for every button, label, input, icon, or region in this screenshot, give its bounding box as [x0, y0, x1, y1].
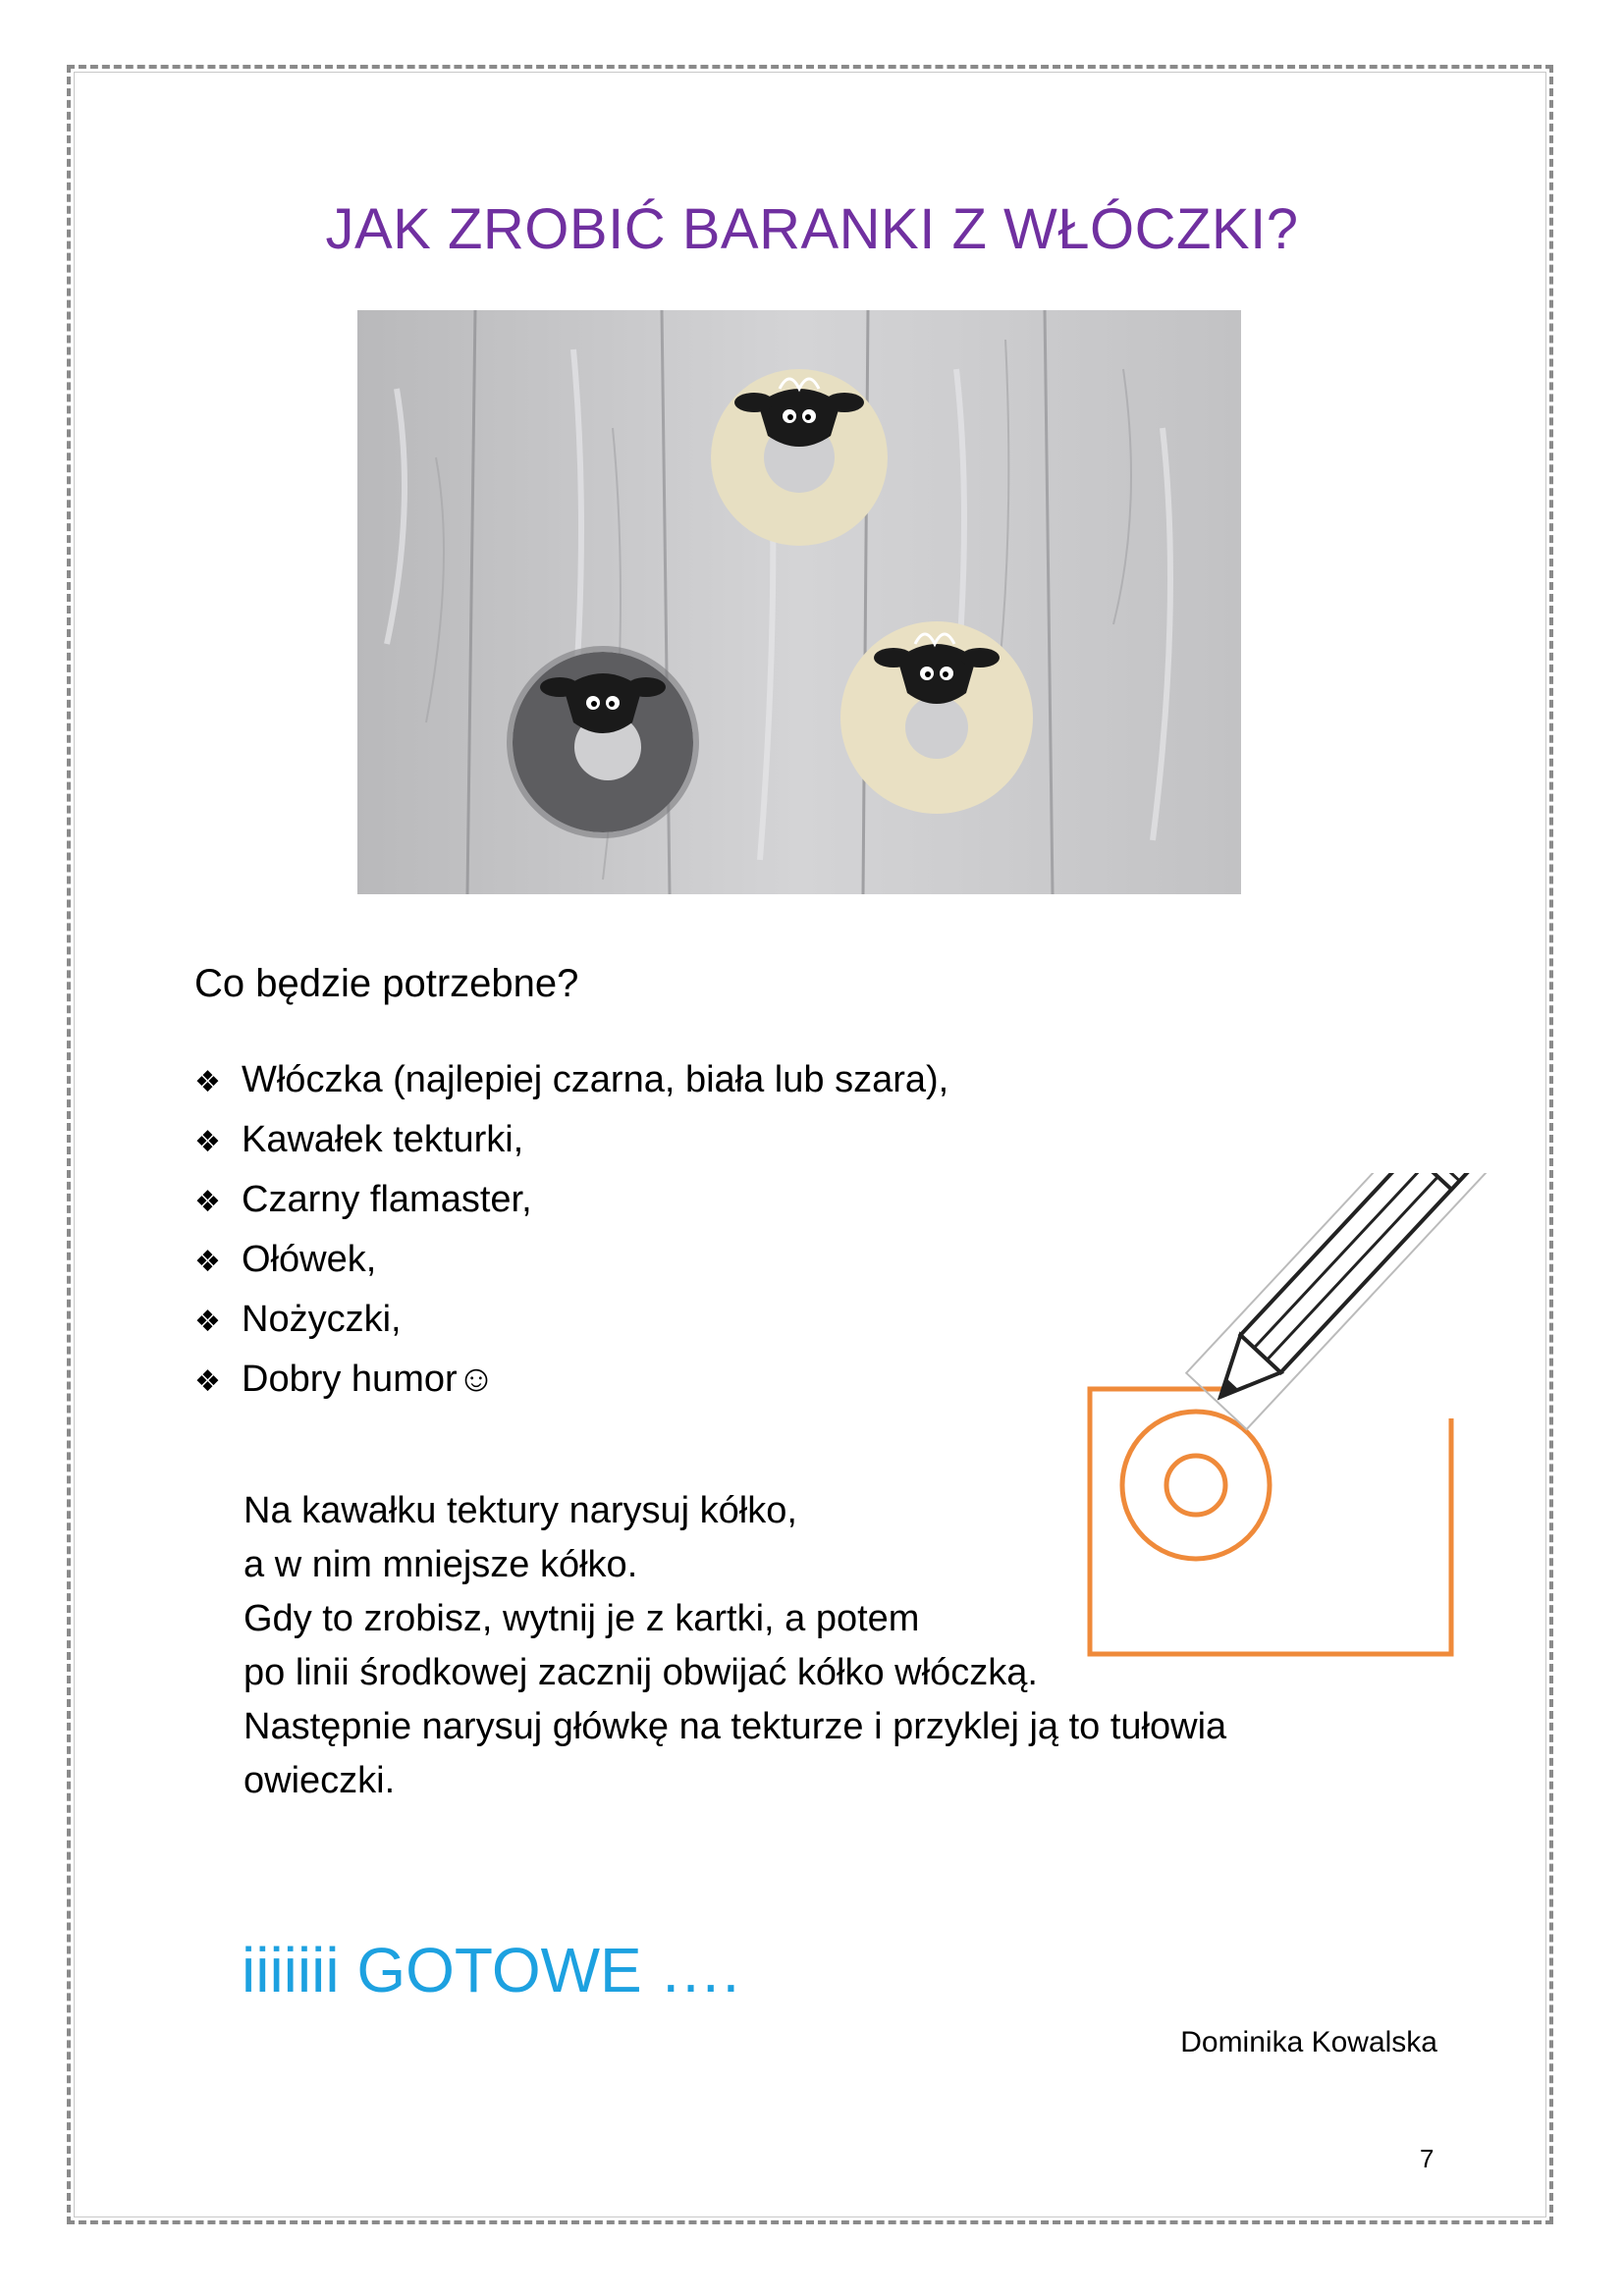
- bullet-icon: ❖: [194, 1186, 221, 1218]
- done-text: iiiiiii GOTOWE ….: [242, 1935, 740, 2005]
- materials-heading: Co będzie potrzebne?: [194, 962, 579, 1005]
- bullet-icon: ❖: [194, 1306, 221, 1338]
- list-item: ❖ Nożyczki,: [194, 1290, 948, 1350]
- list-item: ❖ Włóczka (najlepiej czarna, biała lub szara),: [194, 1050, 948, 1110]
- instruction-line: Gdy to zrobisz, wytnij je z kartki, a potem: [244, 1598, 920, 1639]
- instructions: [244, 1484, 1226, 1808]
- instruction-line: po linii środkowej zacznij obwijać kółko włóczką.: [244, 1652, 1038, 1693]
- instruction-line: a w nim mniejsze kółko.: [244, 1544, 638, 1585]
- page-title: JAK ZROBIĆ BARANKI Z WŁÓCZKI?: [325, 197, 1299, 261]
- list-item: ❖ Kawałek tekturki,: [194, 1110, 948, 1170]
- bullet-icon: ❖: [194, 1246, 221, 1278]
- sheep-photo: [357, 310, 1241, 894]
- materials-list: [194, 1050, 948, 1410]
- page-number: 7: [1420, 2144, 1435, 2173]
- bullet-icon: ❖: [194, 1126, 221, 1158]
- instruction-line: owieczki.: [244, 1760, 396, 1801]
- bullet-icon: ❖: [194, 1365, 221, 1398]
- instruction-line: Na kawałku tektury narysuj kółko,: [244, 1490, 797, 1531]
- author-name: Dominika Kowalska: [1180, 2026, 1437, 2058]
- instruction-line: Następnie narysuj główkę na tekturze i przyklej ją to tułowia: [244, 1706, 1227, 1747]
- bullet-icon: ❖: [194, 1066, 221, 1098]
- list-item: ❖ Czarny flamaster,: [194, 1170, 948, 1230]
- list-item: ❖ Dobry humor☺: [194, 1350, 948, 1410]
- list-item: ❖ Ołówek,: [194, 1230, 948, 1290]
